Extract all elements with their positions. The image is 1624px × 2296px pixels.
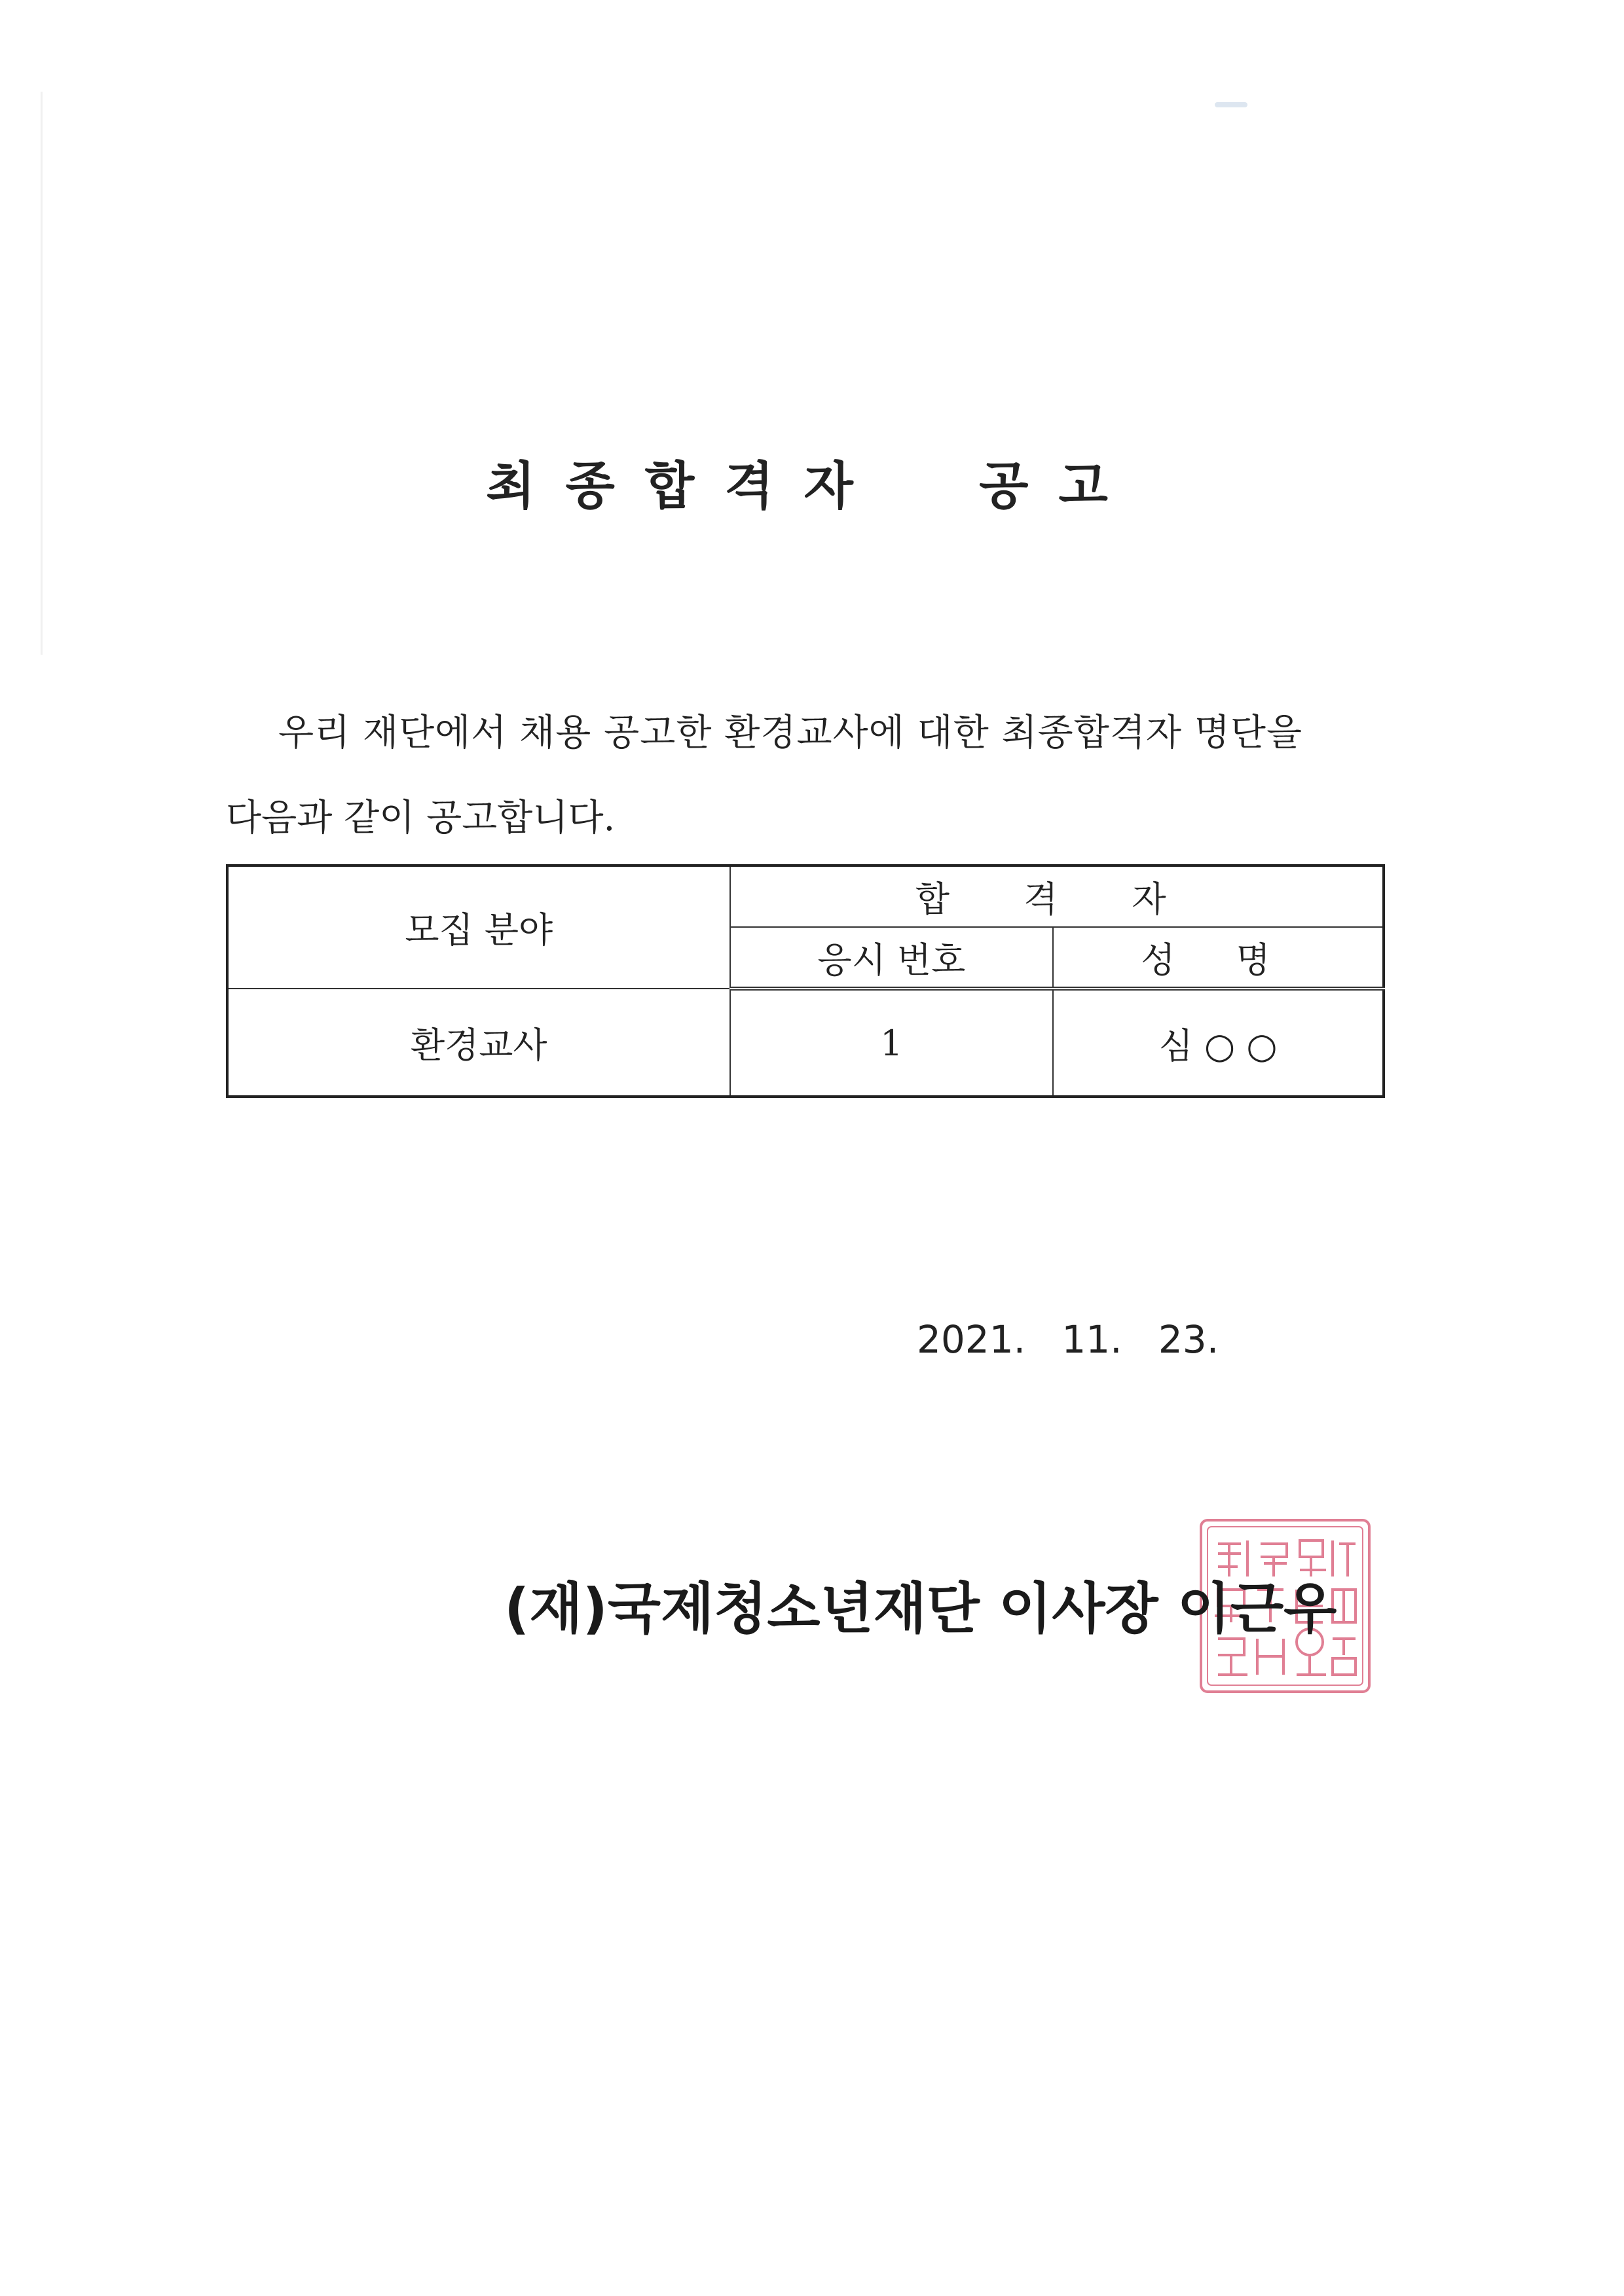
page-edge: [41, 92, 43, 655]
paragraph-line-2: 다음과 같이 공고합니다.: [226, 797, 616, 839]
cell-number: 1: [730, 989, 1054, 1097]
announcement-paragraph: [226, 691, 1405, 861]
table-row: [227, 989, 1384, 1097]
scan-mark: [1215, 102, 1247, 107]
header-number: 응시 번호: [730, 927, 1054, 989]
document-title: 최종합격자 공고: [486, 457, 1138, 516]
result-table: [226, 864, 1385, 1098]
header-field: 모집 분야: [227, 866, 730, 989]
header-passers: 합 격 자: [730, 866, 1384, 927]
signature-line: (재)국제청소년재단 이사장 이근우: [504, 1576, 1337, 1641]
cell-field: 환경교사: [227, 989, 730, 1097]
announcement-date: 2021. 11. 23.: [917, 1317, 1219, 1362]
cell-name: 심 ○ ○: [1053, 989, 1384, 1097]
header-name: 성 명: [1053, 927, 1384, 989]
paragraph-line-1: 우리 재단에서 채용 공고한 환경교사에 대한 최종합격자 명단을: [278, 712, 1303, 754]
